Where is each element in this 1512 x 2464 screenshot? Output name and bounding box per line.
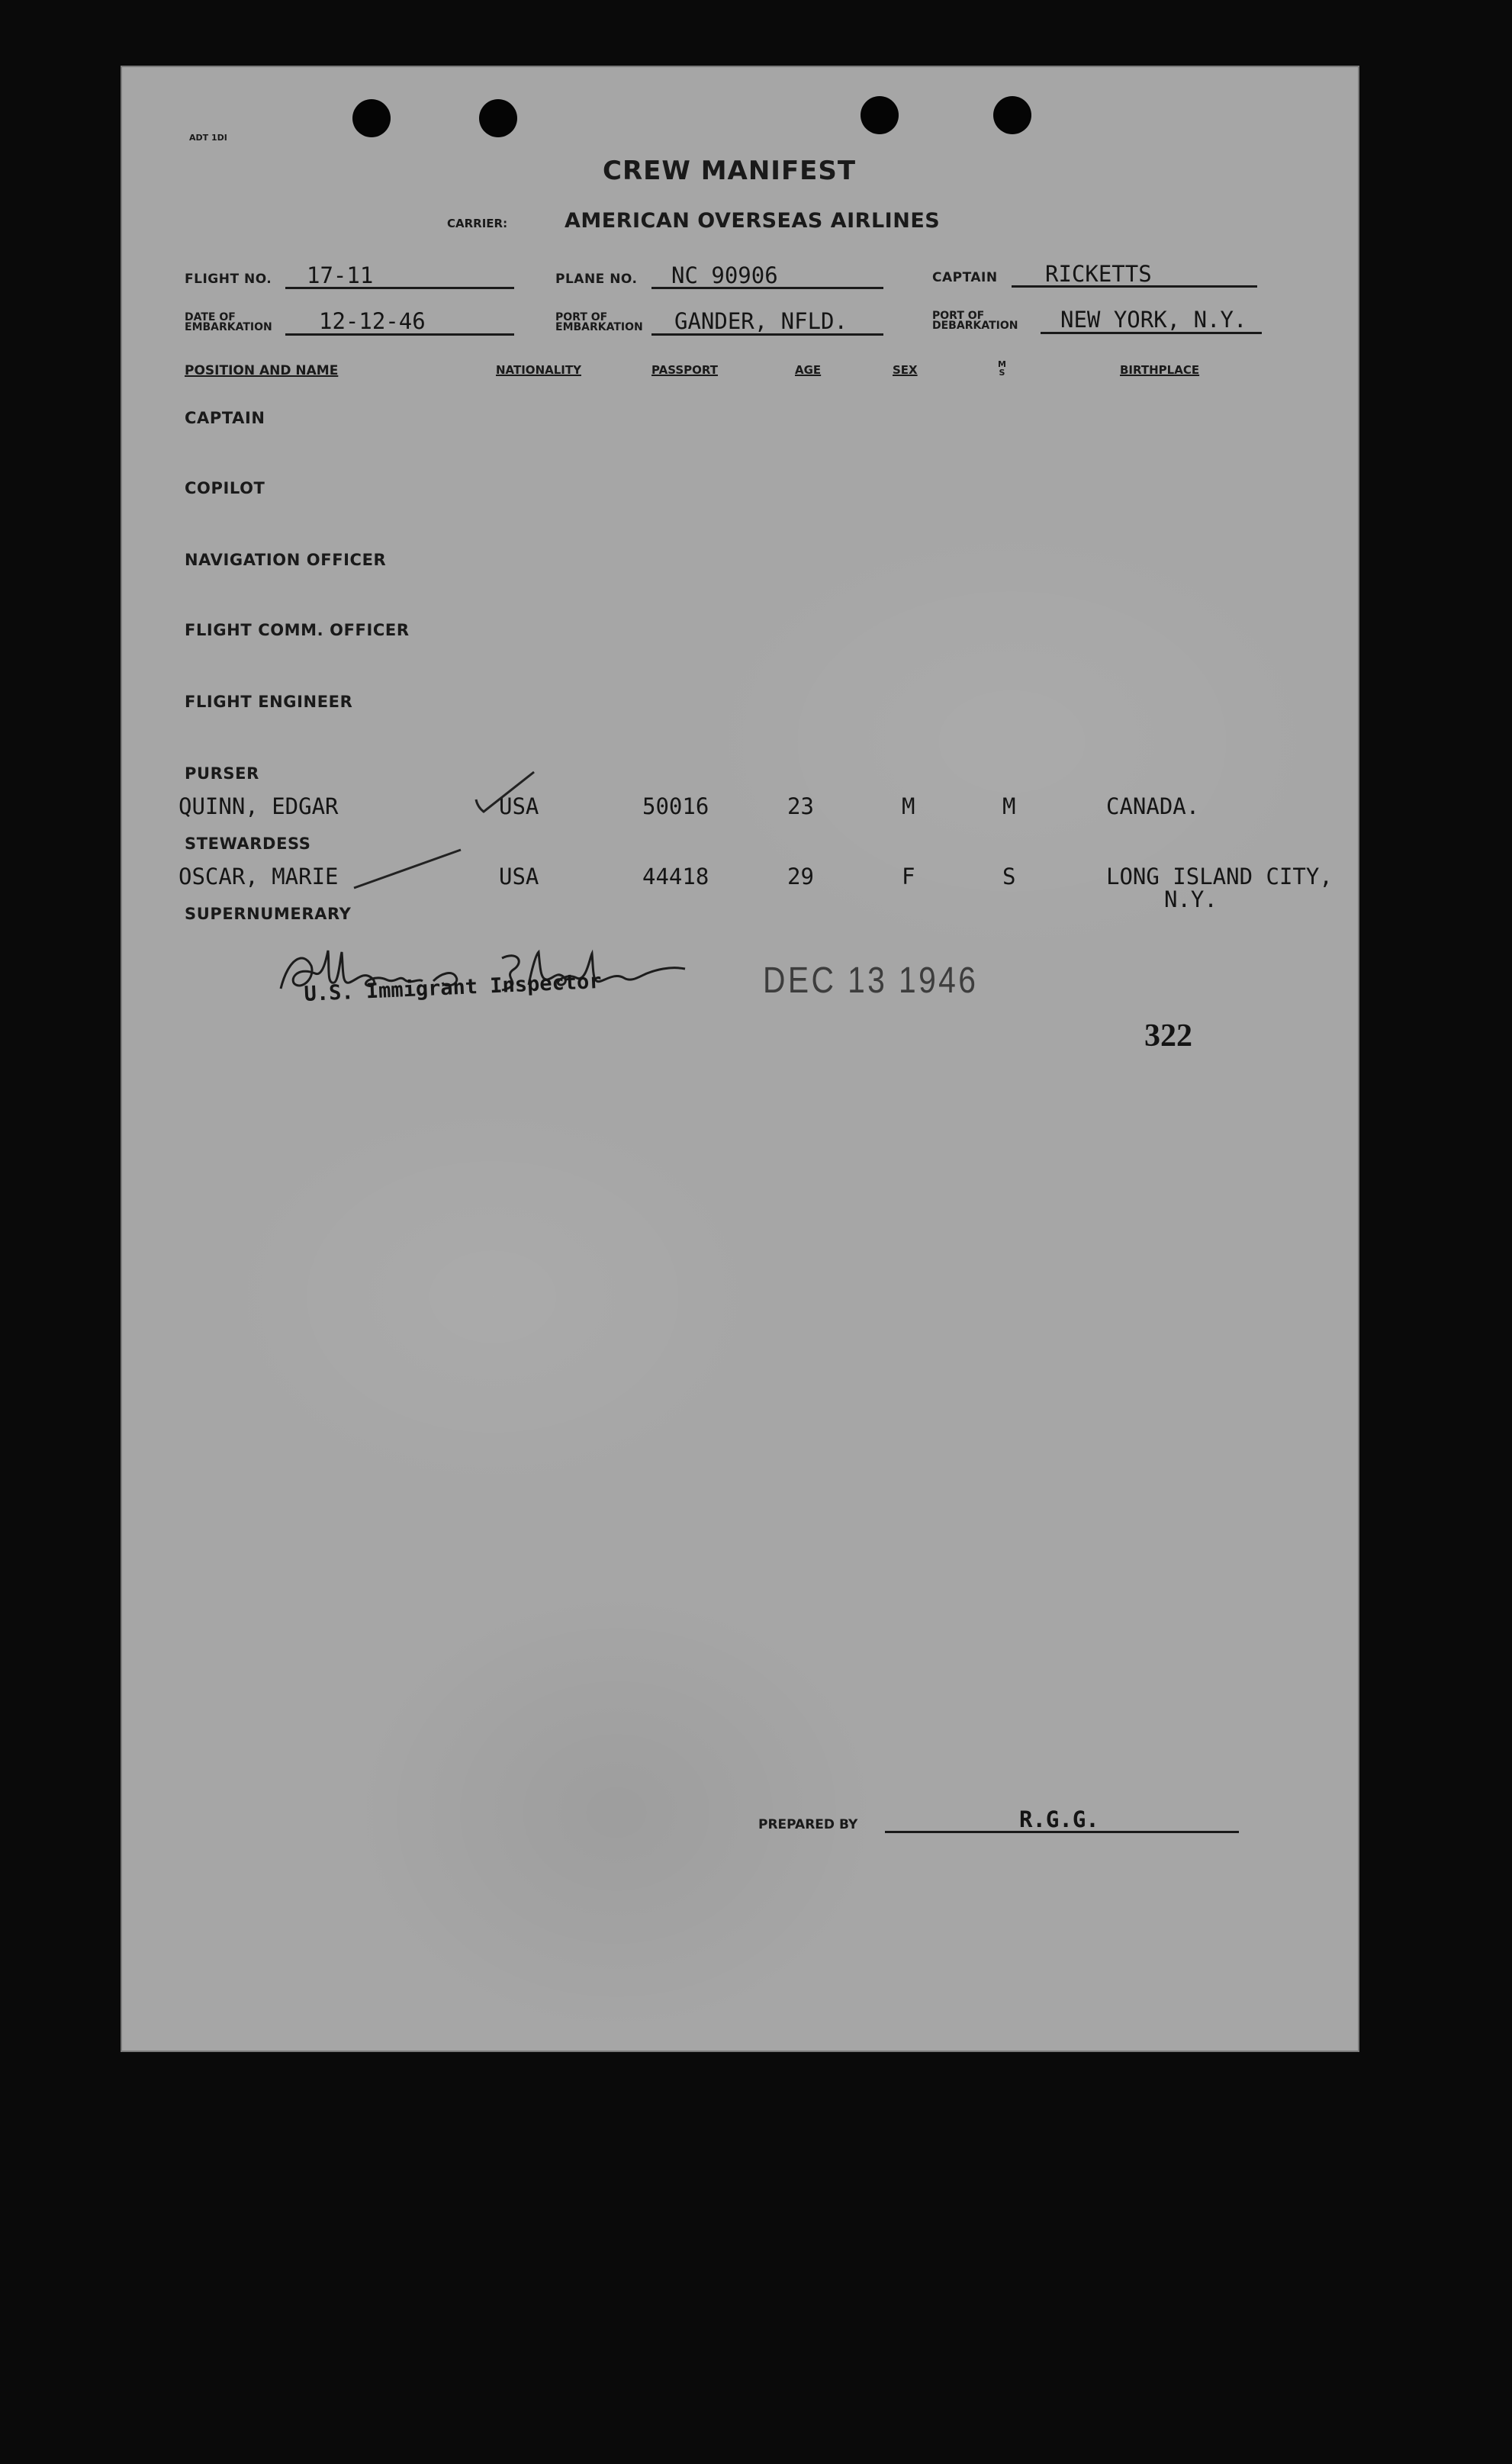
port-debarkation-label — [932, 311, 1018, 331]
manifest-page — [122, 67, 1358, 2051]
crew-name: OSCAR, MARIE — [179, 864, 339, 889]
col-marital-line1: M — [998, 359, 1006, 369]
date-stamp: DEC 13 1946 — [763, 960, 979, 1001]
port-embarkation-label — [555, 313, 643, 333]
crew-birthplace-line2: N.Y. — [1164, 886, 1218, 912]
date-line — [285, 333, 514, 336]
col-passport: PASSPORT — [651, 363, 719, 377]
punch-hole — [993, 96, 1031, 134]
port-debarkation-line — [1041, 332, 1262, 334]
col-marital-line2: S — [999, 368, 1005, 378]
crew-birthplace: CANADA. — [1106, 793, 1200, 819]
plane-no-line — [651, 287, 883, 289]
document-title: CREW MANIFEST — [603, 156, 857, 186]
captain-line — [1012, 285, 1257, 288]
date-label-line1: DATE OF — [185, 311, 236, 323]
captain-value: RICKETTS — [1045, 261, 1152, 287]
inspector-title: U.S. Immigrant Inspector — [304, 969, 603, 1006]
crew-birthplace: LONG ISLAND CITY, — [1106, 864, 1333, 889]
crew-nationality: USA — [499, 793, 539, 819]
crew-passport: 50016 — [642, 793, 709, 819]
crew-sex: M — [902, 793, 915, 819]
position-stewardess: STEWARDESS — [185, 835, 311, 853]
plane-no-label: PLANE NO. — [555, 272, 638, 287]
flight-no-line — [285, 287, 514, 289]
crew-nationality: USA — [499, 864, 539, 889]
punch-hole — [352, 99, 391, 137]
position-navigation-officer: NAVIGATION OFFICER — [185, 551, 387, 569]
position-copilot: COPILOT — [185, 479, 265, 497]
carrier-label: CARRIER: — [447, 217, 508, 230]
flight-no-label: FLIGHT NO. — [185, 272, 272, 287]
col-position-and-name: POSITION AND NAME — [185, 363, 339, 378]
date-label — [185, 313, 272, 333]
plane-no-value: NC 90906 — [671, 262, 778, 288]
port-debarkation-label-line1: PORT OF — [932, 310, 985, 322]
date-label-line2: EMBARKATION — [185, 321, 272, 333]
port-debarkation-value: NEW YORK, N.Y. — [1060, 307, 1247, 333]
flight-no-value: 17-11 — [307, 262, 374, 288]
crew-name: QUINN, EDGAR — [179, 793, 339, 819]
position-flight-comm-officer: FLIGHT COMM. OFFICER — [185, 621, 410, 639]
prepared-by-label: PREPARED BY — [758, 1817, 858, 1832]
crew-age: 29 — [787, 864, 814, 889]
captain-label: CAPTAIN — [932, 270, 998, 285]
prepared-by-line — [885, 1831, 1239, 1833]
check-mark — [473, 769, 542, 815]
col-nationality: NATIONALITY — [496, 363, 581, 377]
crew-age: 23 — [787, 793, 814, 819]
check-mark — [351, 845, 465, 891]
col-marital-status — [998, 360, 1006, 377]
position-captain: CAPTAIN — [185, 409, 265, 427]
crew-marital: M — [1002, 793, 1016, 819]
prepared-by-value: R.G.G. — [1019, 1806, 1099, 1832]
corner-code: ADT 1DI — [189, 133, 227, 143]
col-birthplace: BIRTHPLACE — [1120, 363, 1200, 377]
port-embarkation-value: GANDER, NFLD. — [674, 308, 848, 334]
port-embarkation-label-line1: PORT OF — [555, 311, 608, 323]
crew-sex: F — [902, 864, 915, 889]
col-age: AGE — [795, 363, 822, 377]
crew-marital: S — [1002, 864, 1016, 889]
port-debarkation-label-line2: DEBARKATION — [932, 320, 1018, 332]
date-value: 12-12-46 — [319, 308, 426, 334]
position-supernumerary: SUPERNUMERARY — [185, 905, 352, 923]
port-embarkation-label-line2: EMBARKATION — [555, 321, 643, 333]
carrier-name: AMERICAN OVERSEAS AIRLINES — [565, 209, 941, 233]
position-flight-engineer: FLIGHT ENGINEER — [185, 693, 353, 711]
port-embarkation-line — [651, 333, 883, 336]
page-number: 322 — [1144, 1018, 1192, 1053]
col-sex: SEX — [893, 363, 918, 377]
crew-passport: 44418 — [642, 864, 709, 889]
punch-hole — [479, 99, 517, 137]
position-purser: PURSER — [185, 764, 259, 783]
punch-hole — [861, 96, 899, 134]
